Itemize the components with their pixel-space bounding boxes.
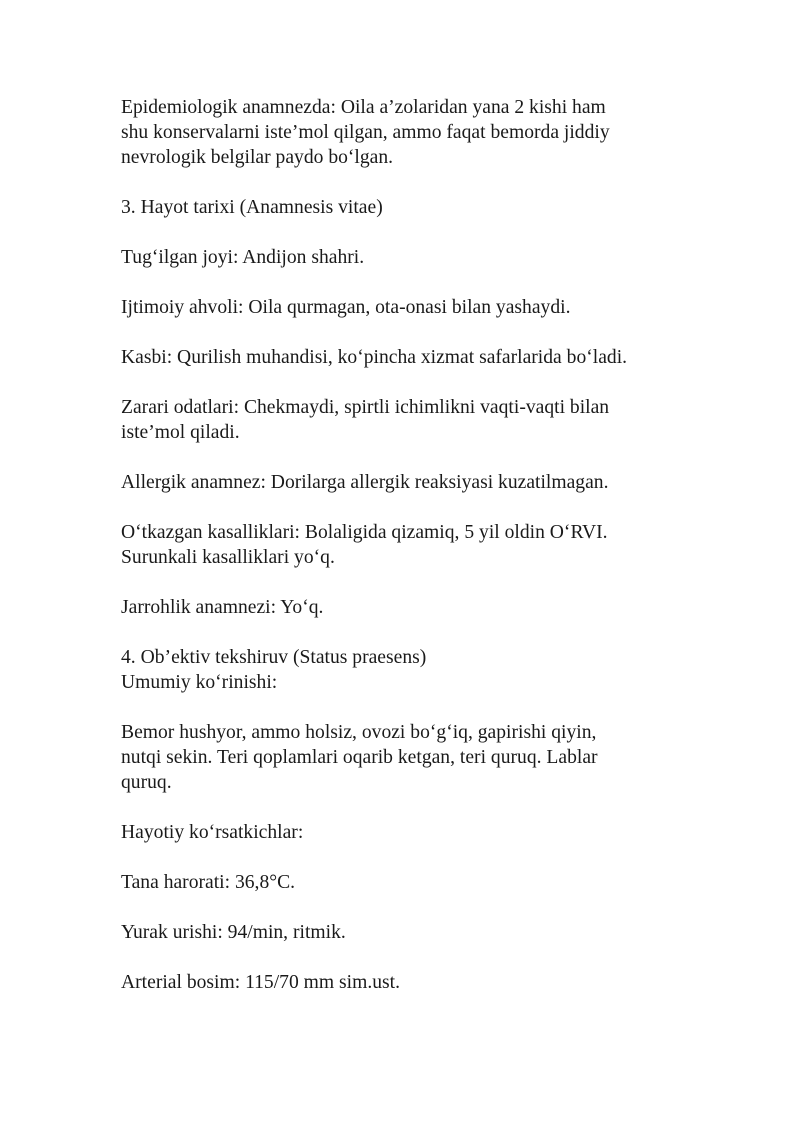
paragraph-birthplace [121, 245, 701, 270]
text-line: nutqi sekin. Teri qoplamlari oqarib ketgan, teri quruq. Lablar [121, 747, 598, 768]
text-line: Tana harorati: 36,8°C. [121, 872, 296, 893]
paragraph-vital-signs-heading [121, 820, 701, 845]
paragraph-blood-pressure [121, 970, 701, 995]
text-line: Hayotiy ko‘rsatkichlar: [121, 822, 304, 843]
section-heading-life-history [121, 195, 701, 220]
paragraph-occupation [121, 345, 701, 370]
paragraph-habits [121, 395, 701, 445]
text-line: iste’mol qiladi. [121, 422, 240, 443]
text-line: Epidemiologik anamnezda: Oila a’zolaridan yana 2 kishi ham [121, 97, 606, 118]
section-heading-objective-exam [121, 645, 701, 695]
text-line: 3. Hayot tarixi (Anamnesis vitae) [121, 197, 383, 218]
paragraph-past-illnesses [121, 520, 701, 570]
text-line: Zarari odatlari: Chekmaydi, spirtli ichimlikni vaqti-vaqti bilan [121, 397, 610, 418]
text-line: Surunkali kasalliklari yo‘q. [121, 547, 335, 568]
text-line: Ijtimoiy ahvoli: Oila qurmagan, ota-onasi bilan yashaydi. [121, 297, 571, 318]
text-line: Bemor hushyor, ammo holsiz, ovozi bo‘g‘iq, gapirishi qiyin, [121, 722, 597, 743]
text-line: quruq. [121, 772, 172, 793]
text-line: O‘tkazgan kasalliklari: Bolaligida qizamiq, 5 yil oldin O‘RVI. [121, 522, 608, 543]
document-body [121, 95, 701, 995]
text-line: Kasbi: Qurilish muhandisi, ko‘pincha xizmat safarlarida bo‘ladi. [121, 347, 628, 368]
text-line: 4. Ob’ektiv tekshiruv (Status praesens) [121, 647, 427, 668]
text-line: Jarrohlik anamnezi: Yo‘q. [121, 597, 324, 618]
paragraph-epidemiology [121, 95, 701, 170]
paragraph-social-status [121, 295, 701, 320]
text-line: shu konservalarni iste’mol qilgan, ammo faqat bemorda jiddiy [121, 122, 610, 143]
paragraph-heart-rate [121, 920, 701, 945]
paragraph-surgical-history [121, 595, 701, 620]
text-line: Umumiy ko‘rinishi: [121, 672, 278, 693]
paragraph-allergy [121, 470, 701, 495]
text-line: nevrologik belgilar paydo bo‘lgan. [121, 147, 394, 168]
paragraph-body-temperature [121, 870, 701, 895]
text-line: Tug‘ilgan joyi: Andijon shahri. [121, 247, 365, 268]
text-line: Arterial bosim: 115/70 mm sim.ust. [121, 972, 401, 993]
text-line: Allergik anamnez: Dorilarga allergik reaksiyasi kuzatilmagan. [121, 472, 609, 493]
text-line: Yurak urishi: 94/min, ritmik. [121, 922, 346, 943]
paragraph-general-appearance [121, 720, 701, 795]
